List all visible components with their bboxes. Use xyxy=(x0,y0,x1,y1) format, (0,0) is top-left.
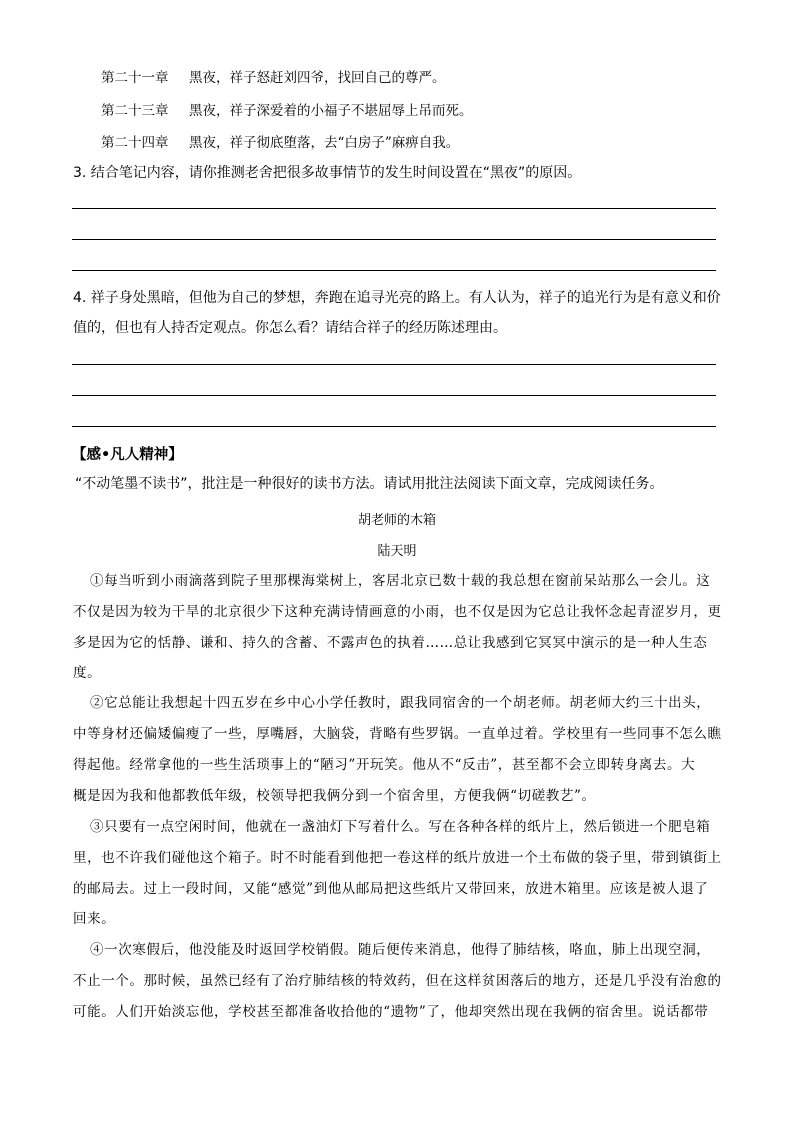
article-line: 回来。 xyxy=(73,911,116,927)
article-line: 度。 xyxy=(73,665,102,681)
answer-line[interactable] xyxy=(72,426,716,427)
note-chapter: 第二十一章 xyxy=(101,70,169,86)
answer-line[interactable] xyxy=(72,395,716,396)
note-text: 黑夜，祥子怒赶刘四爷，找回自己的尊严。 xyxy=(189,70,446,86)
question-4-line-1: 4. 祥子身处黑暗，但他为自己的梦想，奔跑在追寻光亮的路上。有人认为，祥子的追光行为是有意义和价 xyxy=(73,290,721,306)
article-line: ④一次寒假后，他没能及时返回学校销假。随后便传来消息，他得了肺结核，咯血，肺上出现空洞， xyxy=(90,942,711,958)
answer-line[interactable] xyxy=(72,208,716,209)
note-chapter: 第二十三章 xyxy=(101,103,169,119)
article-line: 的邮局去。过上一段时间，又能“感觉”到他从邮局把这些纸片又带回来，放进木箱里。应该是被人退了 xyxy=(73,881,709,897)
question-4-line-2: 值的，但也有人持否定观点。你怎么看？请结合祥子的经历陈述理由。 xyxy=(73,320,507,336)
article-author: 陆天明 xyxy=(377,544,417,559)
article-line: ③只要有一点空闲时间，他就在一盏油灯下写着什么。写在各种各样的纸片上，然后锁进一个肥皂箱 xyxy=(90,819,711,835)
article-title: 胡老师的木箱 xyxy=(357,513,436,528)
note-text: 黑夜，祥子深爱着的小福子不堪屈辱上吊而死。 xyxy=(189,103,473,119)
section-intro: “不动笔墨不读书”，批注是一种很好的读书方法。请试用批注法阅读下面文章，完成阅读任务。 xyxy=(75,476,664,492)
answer-line[interactable] xyxy=(72,270,716,271)
article-line: 概是因为我和他都教低年级，校领导把我俩分到一个宿舍里，方便我俩“切磋教艺”。 xyxy=(73,788,596,804)
note-text: 黑夜，祥子彻底堕落，去“白房子”麻痹自我。 xyxy=(189,135,460,151)
question-3: 3. 结合笔记内容，请你推测老舍把很多故事情节的发生时间设置在“黑夜”的原因。 xyxy=(73,165,582,181)
note-row xyxy=(101,131,459,151)
note-chapter: 第二十四章 xyxy=(101,135,169,151)
article-line: 不仅是因为较为干旱的北京很少下这种充满诗情画意的小雨，也不仅是因为它总让我怀念起青涩岁月，更 xyxy=(73,604,722,620)
article-line: 多是因为它的恬静、谦和、持久的含蓄、不露声色的执着……总让我感到它冥冥中演示的是一种人生态 xyxy=(73,635,708,651)
article-line: ②它总能让我想起十四五岁在乡中心小学任教时，跟我同宿舍的一个胡老师。胡老师大约三十出头， xyxy=(90,695,711,711)
section-heading: 【感•凡人精神】 xyxy=(72,447,183,463)
article-line: 不止一个。那时候，虽然已经有了治疗肺结核的特效药，但在这样贫困落后的地方，还是几乎没有治愈的 xyxy=(73,973,722,989)
article-line: 里，也不许我们碰他这个箱子。时不时能看到他把一卷这样的纸片放进一个土布做的袋子里，带到镇街上 xyxy=(73,850,722,866)
answer-line[interactable] xyxy=(72,364,716,365)
article-line: 可能。人们开始淡忘他，学校甚至都准备收拾他的“遗物”了，他却突然出现在我俩的宿舍里。说话都带 xyxy=(73,1004,709,1020)
article-line: 得起他。经常拿他的一些生活琐事上的“陋习”开玩笑。他从不“反击”，甚至都不会立即转身离去。大 xyxy=(73,757,696,773)
article-line: 中等身材还偏矮偏瘦了一些，厚嘴唇，大脑袋，背略有些罗锅。一直单过着。学校里有一些同事不怎么瞧 xyxy=(73,726,722,742)
note-row xyxy=(101,99,473,119)
note-row xyxy=(101,66,446,86)
answer-line[interactable] xyxy=(72,239,716,240)
article-line: ①每当听到小雨滴落到院子里那棵海棠树上，客居北京已数十载的我总想在窗前呆站那么一会儿。这 xyxy=(90,573,711,589)
